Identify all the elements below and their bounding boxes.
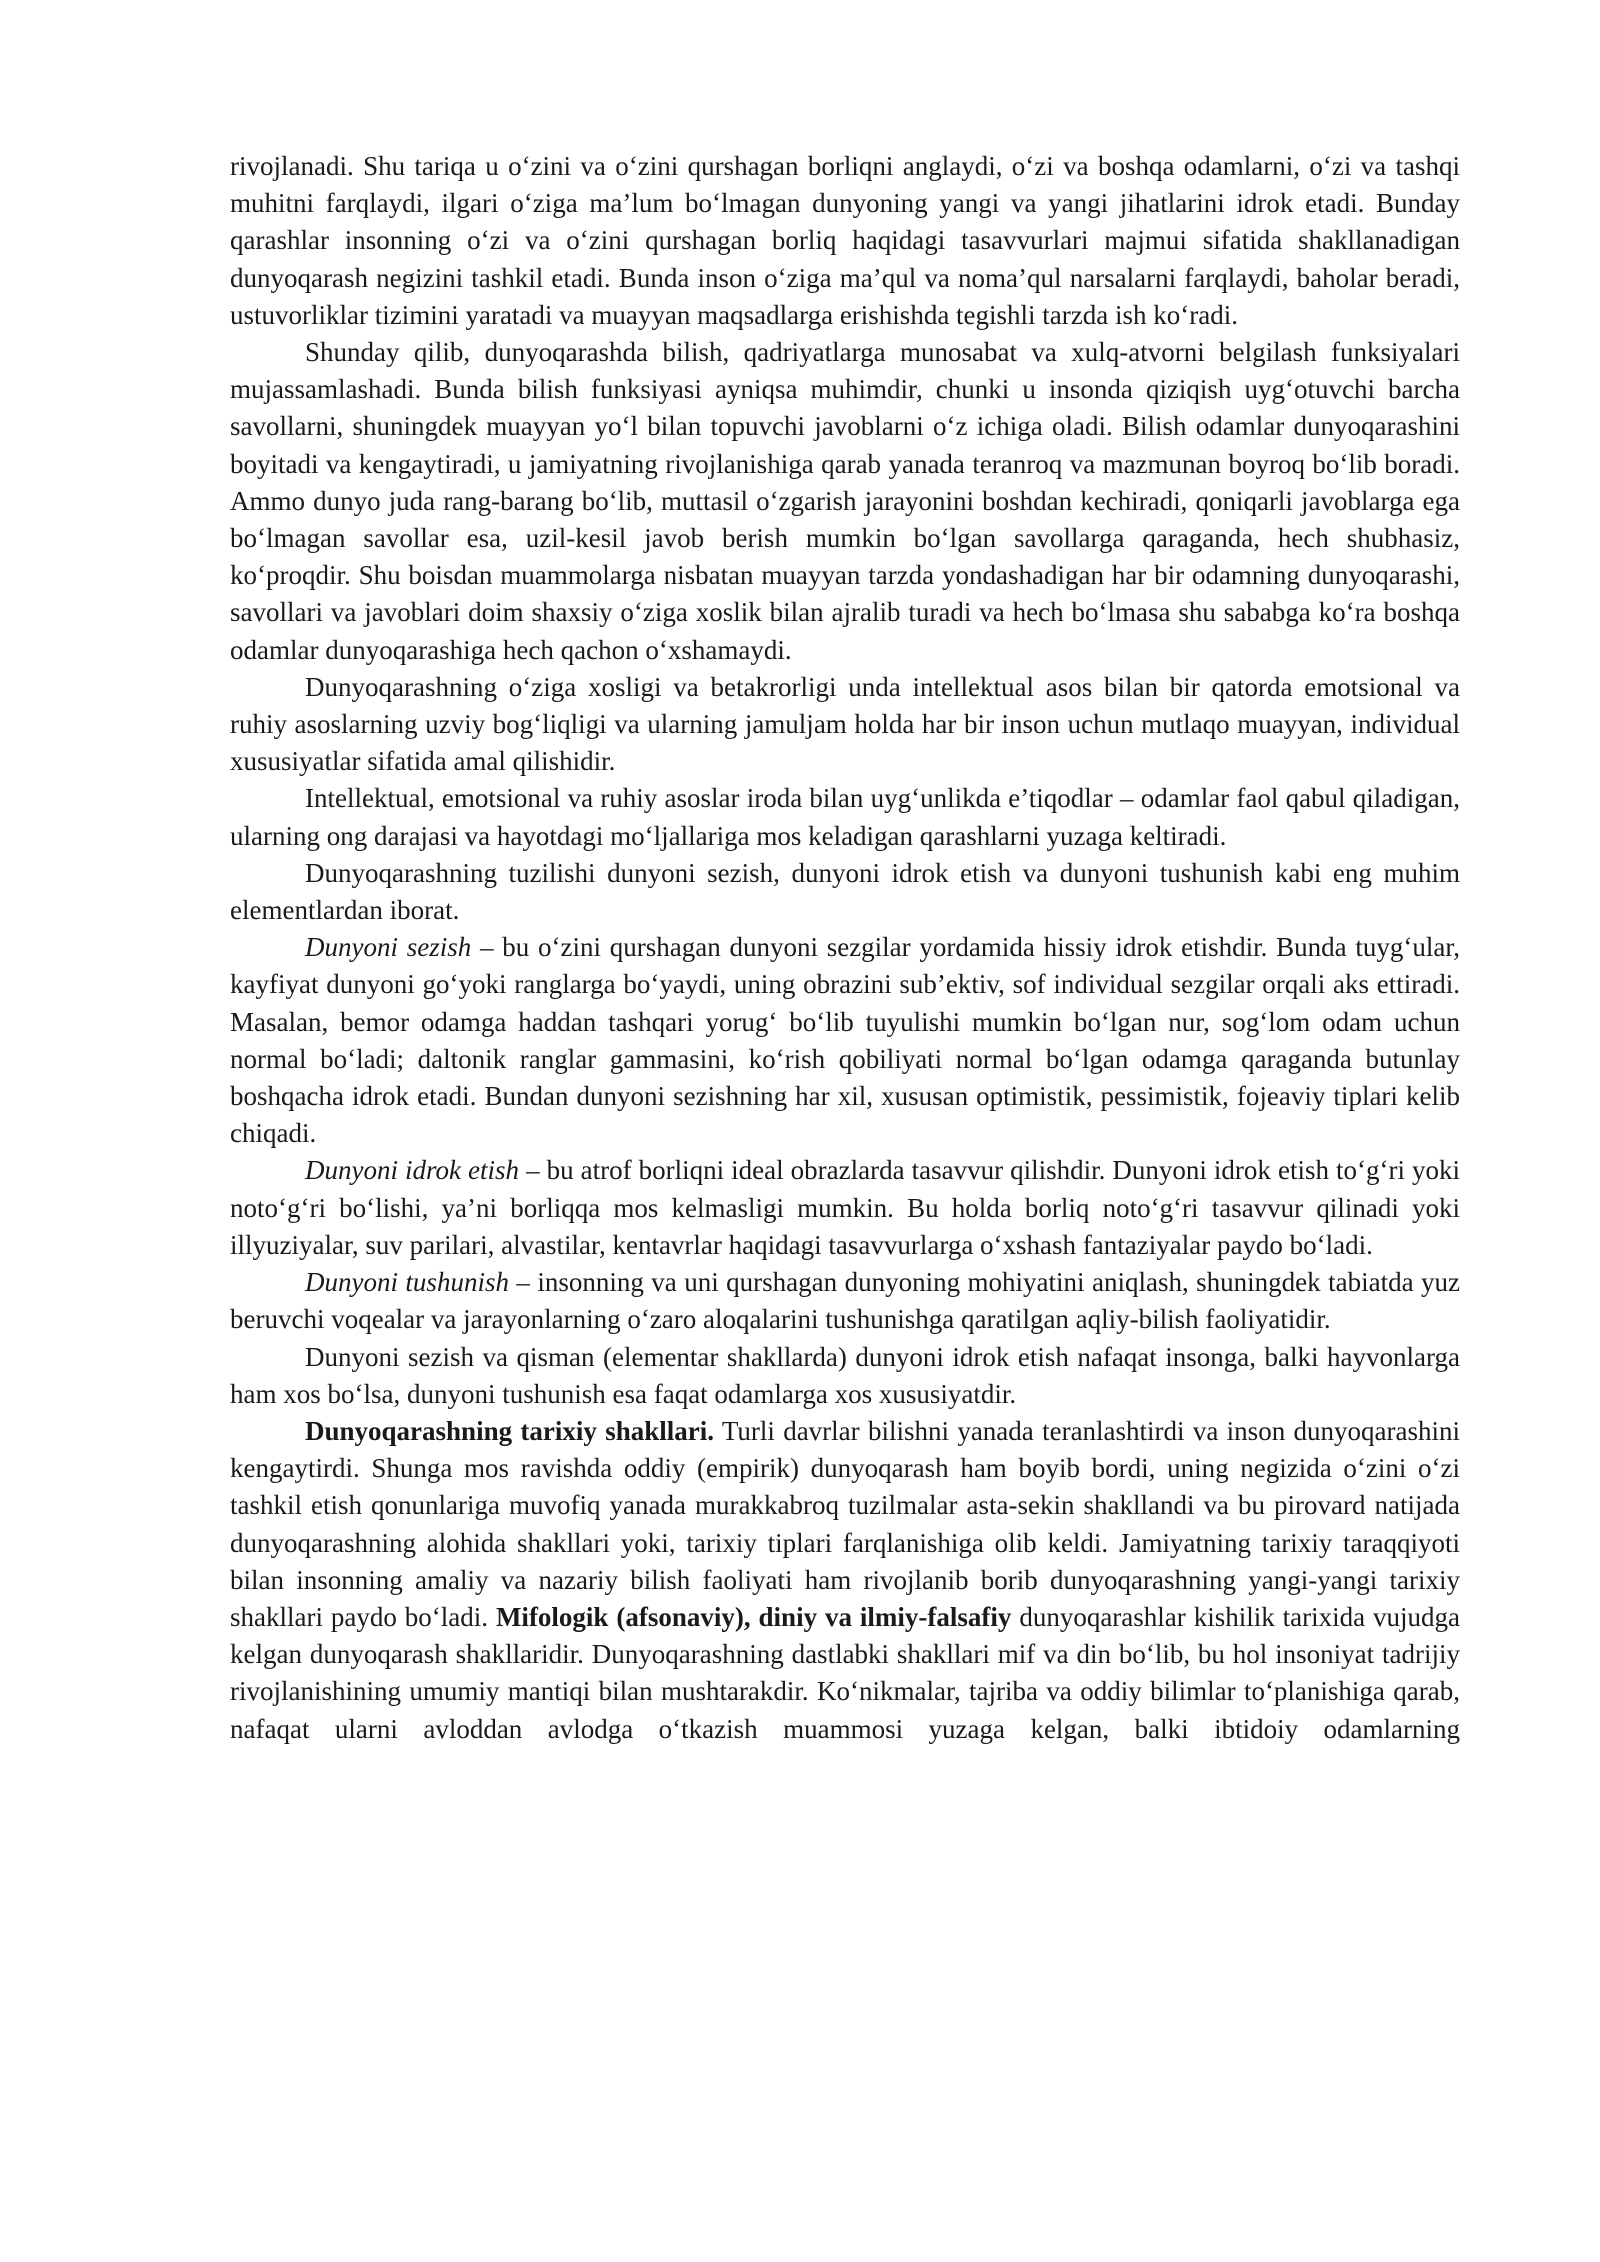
- paragraph: [230, 148, 1460, 334]
- paragraph-text: Shunday qilib, dunyoqarashda bilish, qadriyatlarga munosabat va xulq-atvorni belgilash funksiyalari mujassamlashadi. Bunda bilish funksiyasi ayniqsa muhimdir, chunki u insonda qiziqish uyg‘otuvchi barcha savollarni, shuningdek muayyan yo‘l bilan topuvchi javoblarni o‘z ichiga oladi. Bilish odamlar dunyoqarashini boyitadi va kengaytiradi, u jamiyatning rivojlanishiga qarab yanada teranroq va mazmunan boyroq bo‘lib boradi. Ammo dunyo juda rang-barang bo‘lib, muttasil o‘zgarish jarayonini boshdan kechiradi, qoniqarli javoblarga ega bo‘lmagan savollar esa, uzil-kesil javob berish mumkin bo‘lgan savollarga qaraganda, hech shubhasiz, ko‘proqdir. Shu boisdan muammolarga nisbatan muayyan tarzda yondashadigan har bir odamning dunyoqarashi, savollari va javoblari doim shaxsiy o‘ziga xoslik bilan ajralib turadi va hech bo‘lmasa shu sababga ko‘ra boshqa odamlar dunyoqarashiga hech qachon o‘xshamaydi.: [230, 337, 1460, 665]
- section-heading: Dunyoqarashning tarixiy shakllari.: [305, 1415, 714, 1446]
- term-bold: Mifologik (afsonaviy), diniy va ilmiy-falsafiy: [495, 1601, 1012, 1632]
- term-italic: Dunyoni idrok etish: [305, 1155, 520, 1186]
- paragraph-text: – insonning va uni qurshagan dunyoning mohiyatini aniqlash, shuningdek tabiatda yuz beruvchi voqealar va jarayonlarning o‘zaro aloqalarini tushunishga qaratilgan aqliy-bilish faoliyatidir.: [230, 1267, 1460, 1335]
- document-page: [230, 148, 1460, 1748]
- paragraph: [230, 669, 1460, 781]
- paragraph: [230, 1413, 1460, 1748]
- paragraph-text: – bu atrof borliqni ideal obrazlarda tasavvur qilishdir. Dunyoni idrok etish to‘g‘ri yoki noto‘g‘ri bo‘lishi, ya’ni borliqqa mos kelmasligi mumkin. Bu holda borliq noto‘g‘ri tasavvur qilinadi yoki illyuziyalar, suv parilari, alvastilar, kentavrlar haqidagi tasavvurlarga o‘xshash fantaziyalar paydo bo‘ladi.: [230, 1155, 1460, 1260]
- paragraph: [230, 929, 1460, 1152]
- paragraph-text: – bu o‘zini qurshagan dunyoni sezgilar yordamida hissiy idrok etishdir. Bunda tuyg‘ular, kayfiyat dunyoni go‘yoki ranglarga bo‘yaydi, uning obrazini sub’ektiv, sof individual sezgilar orqali aks ettiradi. Masalan, bemor odamga haddan tashqari yorug‘ bo‘lib tuyulishi mumkin bo‘lgan nur, sog‘lom odam uchun normal bo‘ladi; daltonik ranglar gammasini, ko‘rish qobiliyati normal bo‘lgan odamga qaraganda butunlay boshqacha idrok etadi. Bundan dunyoni sezishning har xil, xususan optimistik, pessimistik, fojeaviy tiplari kelib chiqadi.: [230, 932, 1460, 1149]
- paragraph-text: Dunyoqarashning tuzilishi dunyoni sezish, dunyoni idrok etish va dunyoni tushunish kabi eng muhim elementlardan iborat.: [230, 857, 1460, 926]
- paragraph-text: rivojlanadi. Shu tariqa u o‘zini va o‘zini qurshagan borliqni anglaydi, o‘zi va boshqa odamlarni, o‘zi va tashqi muhitni farqlaydi, ilgari o‘ziga ma’lum bo‘lmagan dunyoning yangi va yangi jihatlarini idrok etadi. Bunday qarashlar insonning o‘zi va o‘zini qurshagan borliq haqidagi tasavvurlari majmui sifatida shakllanadigan dunyoqarash negizini tashkil etadi. Bunda inson o‘ziga ma’qul va noma’qul narsalarni farqlaydi, baholar beradi, ustuvorliklar tizimini yaratadi va muayyan maqsadlarga erishishda tegishli tarzda ish ko‘radi.: [230, 151, 1460, 330]
- paragraph: [230, 1264, 1460, 1338]
- paragraph: [230, 1339, 1460, 1413]
- paragraph: [230, 855, 1460, 929]
- term-italic: Dunyoni tushunish: [305, 1267, 509, 1298]
- paragraph-text: dunyoqarashlar kishilik tarixida vujudga kelgan dunyoqarash shakllaridir. Dunyoqarashning dastlabki shakllari mif va din bo‘lib, bu hol insoniyat tadrijiy rivojlanishining umumiy mantiqi bilan mushtarakdir. Ko‘nikmalar, tajriba va oddiy bilimlar to‘planishiga qarab, nafaqat ularni avloddan avlodga o‘tkazish muammosi yuzaga kelgan, balki ibtidoiy odamlarning: [230, 1601, 1460, 1744]
- paragraph: [230, 1152, 1460, 1264]
- paragraph-text: Intellektual, emotsional va ruhiy asoslar iroda bilan uyg‘unlikda e’tiqodlar – odamlar faol qabul qiladigan, ularning ong darajasi va hayotdagi mo‘ljallariga mos keladigan qarashlarni yuzaga keltiradi.: [230, 783, 1460, 851]
- paragraph-text: Dunyoqarashning o‘ziga xosligi va betakrorligi unda intellektual asos bilan bir qatorda emotsional va ruhiy asoslarning uzviy bog‘liqligi va ularning jamuljam holda har bir inson uchun mutlaqo muayyan, individual xususiyatlar sifatida amal qilishidir.: [230, 671, 1460, 777]
- paragraph: [230, 780, 1460, 854]
- term-italic: Dunyoni sezish: [305, 932, 472, 963]
- paragraph-text: Turli davrlar bilishni yanada teranlashtirdi va inson dunyoqarashini kengaytirdi. Shunga mos ravishda oddiy (empirik) dunyoqarash ham boyib bordi, uning negizida o‘zini o‘zi tashkil etish qonunlariga muvofiq yanada murakkabroq tuzilmalar asta-sekin shakllandi va bu pirovard natijada dunyoqarashning alohida shakllari yoki, tarixiy tiplari farqlanishiga olib keldi. Jamiyatning tarixiy taraqqiyoti bilan insonning amaliy va nazariy bilish faoliyati ham rivojlanib borib dunyoqarashning yangi-yangi tarixiy shakllari paydo bo‘ladi.: [230, 1415, 1460, 1632]
- paragraph-text: Dunyoni sezish va qisman (elementar shakllarda) dunyoni idrok etish nafaqat insonga, balki hayvonlarga ham xos bo‘lsa, dunyoni tushunish esa faqat odamlarga xos xususiyatdir.: [230, 1341, 1460, 1409]
- paragraph: [230, 334, 1460, 669]
